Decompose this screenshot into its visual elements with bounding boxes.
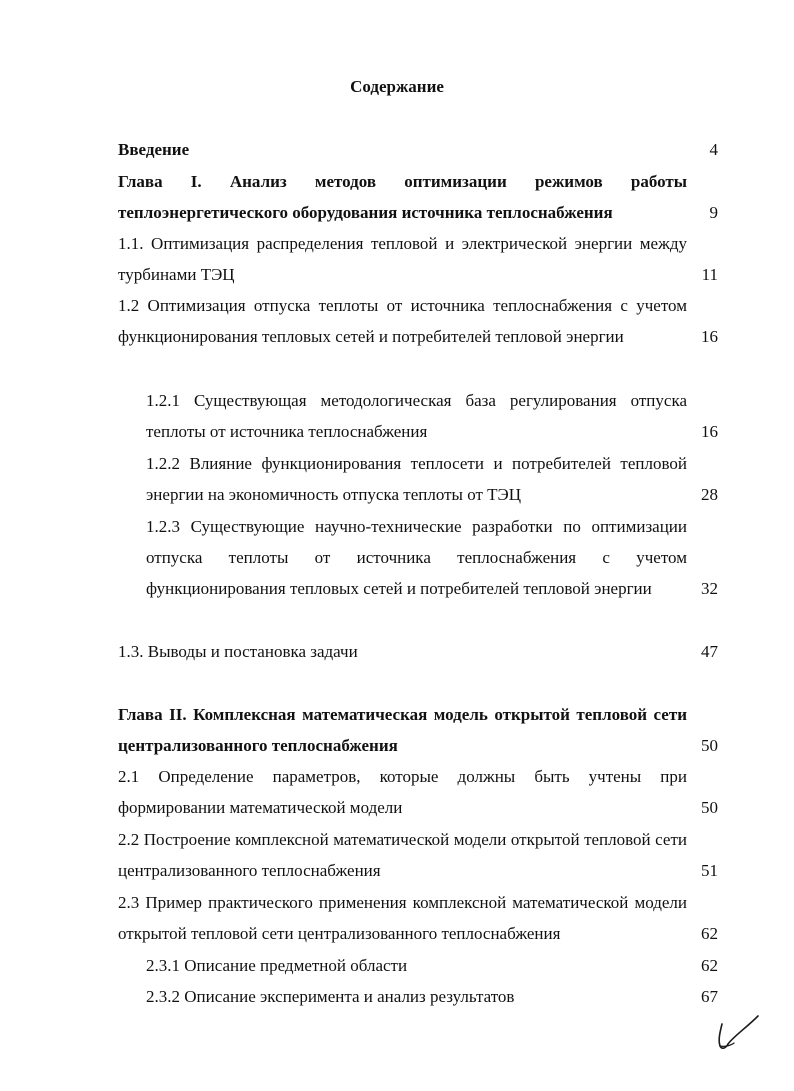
toc-entry-text: 2.3.2 Описание эксперимента и анализ результатов — [146, 987, 515, 1006]
toc-entry-text: Введение — [118, 140, 190, 159]
toc-entry-text: 1.2 Оптимизация отпуска теплоты от источника теплоснабжения с учетом функционирования тепловых сетей и потребителей тепловой энергии — [118, 296, 687, 347]
toc-entry-page: 51 — [701, 861, 718, 881]
toc-entry-page: 11 — [701, 265, 718, 285]
toc-entry-2-3-2 — [146, 981, 718, 1012]
page-title: Содержание — [350, 77, 444, 96]
toc-entry-text: 2.1 Определение параметров, которые должны быть учтены при формировании математической модели — [118, 767, 687, 818]
toc-entry-text: 2.2 Построение комплексной математической модели открытой тепловой сети централизованного теплоснабжения — [118, 830, 687, 881]
toc-entry-text: 1.1. Оптимизация распределения тепловой и электрической энергии между турбинами ТЭЦ — [118, 234, 687, 285]
toc-entry-text: 2.3.1 Описание предметной области — [146, 956, 408, 975]
toc-entry-text: 2.3 Пример практического применения комплексной математической модели открытой тепловой сети централизованного теплоснабжения — [118, 893, 687, 944]
toc-entry-page: 47 — [701, 642, 718, 661]
toc-entry-page: 16 — [701, 422, 718, 442]
toc-entry-page: 62 — [701, 924, 718, 944]
toc-entry-introduction — [118, 134, 718, 165]
toc-entry-chapter-2 — [118, 699, 718, 761]
toc-entry-1-2 — [118, 290, 718, 352]
toc-entry-text: 1.3. Выводы и постановка задачи — [118, 642, 358, 661]
handwritten-signature — [712, 1010, 764, 1054]
toc-entry-1-2-2 — [146, 448, 718, 510]
toc-entry-text: 1.2.3 Существующие научно-технические разработки по оптимизации отпуска теплоты от источника теплоснабжения с учетом функционирования тепловых сетей и потребителей тепловой энергии — [146, 517, 687, 599]
toc-entry-2-2 — [118, 824, 718, 886]
toc-entry-text: Глава I. Анализ методов оптимизации режимов работы теплоэнергетического оборудования источника теплоснабжения — [118, 172, 687, 223]
toc-entry-page: 62 — [701, 956, 718, 975]
toc-entry-page: 50 — [701, 798, 718, 818]
toc-entry-1-2-1 — [146, 385, 718, 447]
toc-entry-page: 32 — [701, 579, 718, 599]
toc-entry-page: 50 — [701, 736, 718, 756]
toc-entry-text: Глава II. Комплексная математическая модель открытой тепловой сети централизованного теплоснабжения — [118, 705, 687, 756]
toc-entry-2-3 — [118, 887, 718, 949]
toc-entry-page: 9 — [709, 203, 718, 223]
toc-entry-1-3 — [118, 636, 718, 667]
toc-entry-text: 1.2.2 Влияние функционирования теплосети и потребителей тепловой энергии на экономичность отпуска теплоты от ТЭЦ — [146, 454, 687, 505]
toc-entry-text: 1.2.1 Существующая методологическая база регулирования отпуска теплоты от источника теплоснабжения — [146, 391, 687, 442]
toc-entry-page: 67 — [701, 987, 718, 1006]
toc-entry-1-1 — [118, 228, 718, 290]
toc-entry-2-3-1 — [146, 950, 718, 981]
toc-entry-page: 16 — [701, 327, 718, 347]
toc-entry-1-2-3 — [146, 511, 718, 605]
toc-entry-page: 4 — [709, 140, 718, 159]
toc-entry-page: 28 — [701, 485, 718, 505]
toc-entry-chapter-1 — [118, 166, 718, 228]
toc-entry-2-1 — [118, 761, 718, 823]
